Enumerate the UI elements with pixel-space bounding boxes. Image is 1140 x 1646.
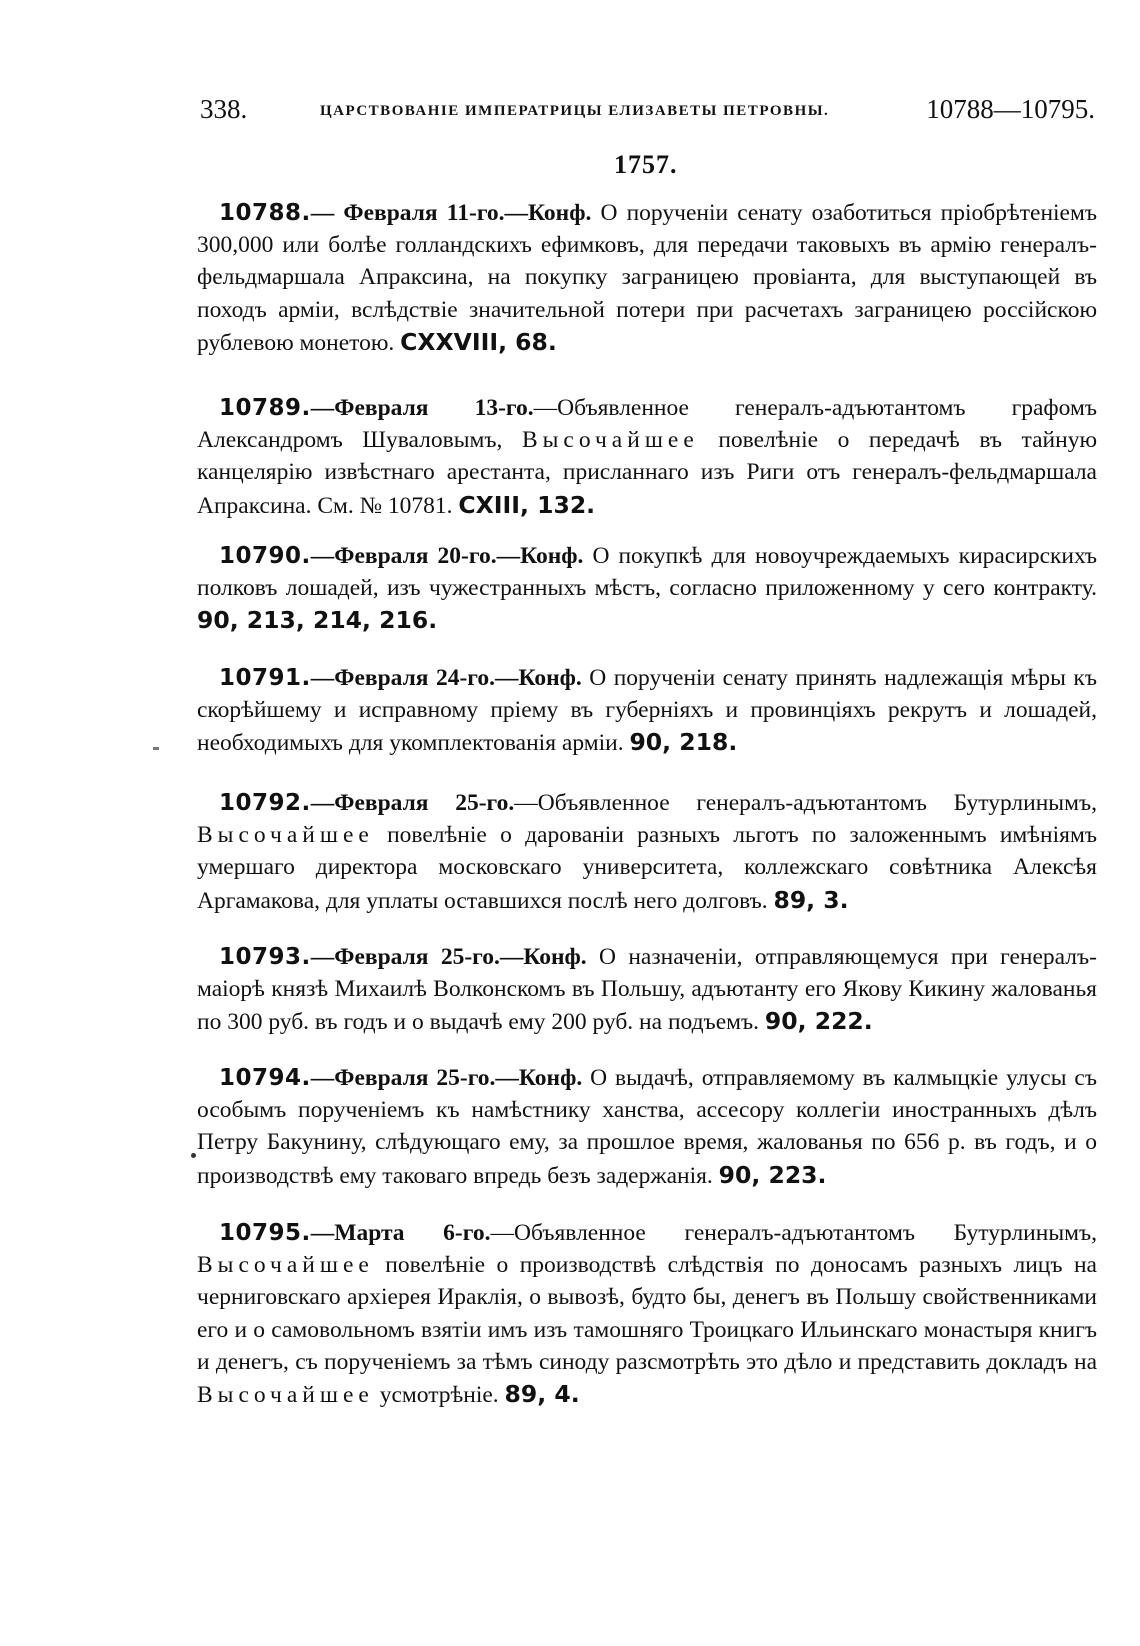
entry-source: CXIII, 132. <box>458 490 596 519</box>
entry-10789 <box>197 392 1097 522</box>
entry-paragraph <box>197 1062 1097 1192</box>
entry-date: —Февраля 25-го.—Конф. <box>310 1065 583 1091</box>
entry-text: повелѣніе о передачѣ въ тайную канцелярію извѣстнаго арестанта, присланнаго изъ Риги отъ генералъ-фельдмаршала Апраксина. См. № 10781. <box>197 427 1098 519</box>
entry-paragraph <box>197 1217 1097 1411</box>
entry-number: 10795. <box>219 1220 311 1246</box>
entry-emphasis: Высочайшее <box>521 427 699 454</box>
entry-text: О назначеніи, отправляющемуся при генералъ-маіорѣ князѣ Михаилѣ Волконскомъ въ Польшу, адъютанту его Якову Кикину жалованья по 300 руб. въ годъ и о выдачѣ ему 200 руб. на подъемъ. <box>197 944 1098 1036</box>
entry-emphasis: Высочайшее <box>197 822 374 849</box>
entry-text: О порученіи сенату озаботиться пріобрѣтеніемъ 300,000 или болѣе голландскихъ ефимковъ, для передачи таковыхъ въ армію генералъ-фельдмаршала Апраксина, на покупку заграницею провіанта, для выступающей въ походъ арміи, вслѣдствіе значительной потери при расчетахъ заграницею россійскою рублевою монетою. <box>197 200 1098 356</box>
entry-text: О выдачѣ, отправляемому въ калмыцкіе улусы съ особымъ порученіемъ къ намѣстнику ханства, ассесору коллегіи иностранныхъ дѣлъ Петру Бакунину, слѣдующаго ему, за прошлое время, жалованья по 656 р. въ годъ, и о производствѣ ему таковаго впредь безъ задержанія. <box>197 1065 1098 1189</box>
entry-10790 <box>197 540 1097 638</box>
entry-10794 <box>197 1062 1097 1192</box>
entry-paragraph <box>197 662 1097 760</box>
entry-source: 90, 222. <box>764 1007 873 1036</box>
entry-number: 10793. <box>219 944 311 970</box>
entry-date: —Февраля 25-го. <box>310 790 515 816</box>
entry-paragraph <box>197 197 1097 359</box>
entry-text: усмотрѣніе. <box>379 1382 499 1409</box>
entry-10791 <box>197 662 1097 760</box>
entry-10795 <box>197 1217 1097 1411</box>
entry-date: —Марта 6-го. <box>310 1220 491 1246</box>
entry-range: 10788—10795. <box>926 94 1095 124</box>
entry-emphasis: Высочайшее <box>197 1252 374 1279</box>
entry-emphasis: Высочайшее <box>197 1382 374 1409</box>
entry-10792 <box>197 787 1097 917</box>
entry-text: О порученіи сенату принять надлежащія мѣры къ скорѣйшему и исправному пріему въ губерніяхъ и провинціяхъ рекрутъ и лошадей, необходимыхъ для укомплектованія арміи. <box>197 665 1097 757</box>
running-title: ЦАРСТВОВАНІЕ ИМПЕРАТРИЦЫ ЕЛИЗАВЕТЫ ПЕТРОВНЫ. <box>320 103 830 119</box>
entry-number: 10791. <box>219 665 311 691</box>
entry-source: 90, 218. <box>629 728 738 757</box>
entry-date: —Февраля 20-го.—Конф. <box>310 543 584 569</box>
year-heading: 1757. <box>614 150 678 179</box>
entry-source: 90, 213, 214, 216. <box>197 606 438 635</box>
entry-text: О покупкѣ для новоучреждаемыхъ кирасирскихъ полковъ лошадей, изъ чужестранныхъ мѣстъ, согласно приложенному у сего контракту. <box>197 543 1098 602</box>
page-number: 338. <box>200 94 248 124</box>
entry-text: повелѣніе о дарованіи разныхъ льготъ по заложеннымъ имѣніямъ умершаго директора московскаго университета, коллежскаго совѣтника Алексѣя Аргамакова, для уплаты оставшихся послѣ него долговъ. <box>197 822 1097 914</box>
entry-10793 <box>197 941 1097 1039</box>
entry-number: 10790. <box>219 543 311 569</box>
entry-paragraph <box>197 787 1097 917</box>
margin-mark <box>153 747 159 750</box>
entry-10788 <box>197 197 1097 359</box>
entry-paragraph <box>197 540 1097 638</box>
entry-date: —Февраля 13-го. <box>310 395 534 421</box>
entry-text: —Объявленное генералъ-адъютантомъ Бутурлинымъ, <box>490 1220 1098 1246</box>
entry-date: — Февраля 11-го.—Конф. <box>310 200 592 226</box>
page-header <box>200 94 1095 134</box>
ink-dot <box>191 1153 196 1158</box>
entry-number: 10794. <box>219 1065 311 1091</box>
entry-text: —Объявленное генералъ-адъютантомъ графомъ Александромъ Шуваловымъ, <box>197 395 1097 454</box>
entry-date: —Февраля 25-го.—Конф. <box>310 944 587 970</box>
entry-source: CXXVIII, 68. <box>400 327 557 356</box>
entry-date: —Февраля 24-го.—Конф. <box>310 665 582 691</box>
entry-source: 89, 3. <box>773 885 849 914</box>
entry-number: 10792. <box>219 790 311 816</box>
entry-number: 10788. <box>219 200 311 226</box>
entry-source: 89, 4. <box>504 1380 580 1409</box>
entry-number: 10789. <box>219 395 311 421</box>
entry-source: 90, 223. <box>718 1160 827 1189</box>
entry-paragraph <box>197 941 1097 1039</box>
entry-text: повелѣніе о производствѣ слѣдствія по доносамъ разныхъ лицъ на черниговскаго архіерея Ираклія, о вывозѣ, будто бы, денегъ въ Польшу свойственниками его и о самовольномъ взятіи имъ изъ тамошняго Троицкаго Ильинскаго монастыря книгъ и денегъ, съ порученіемъ за тѣмъ синоду разсмотрѣть это дѣло и представить докладъ на <box>197 1252 1097 1375</box>
entry-paragraph <box>197 392 1097 522</box>
entry-text: —Объявленное генералъ-адъютантомъ Бутурлинымъ, <box>514 790 1097 816</box>
